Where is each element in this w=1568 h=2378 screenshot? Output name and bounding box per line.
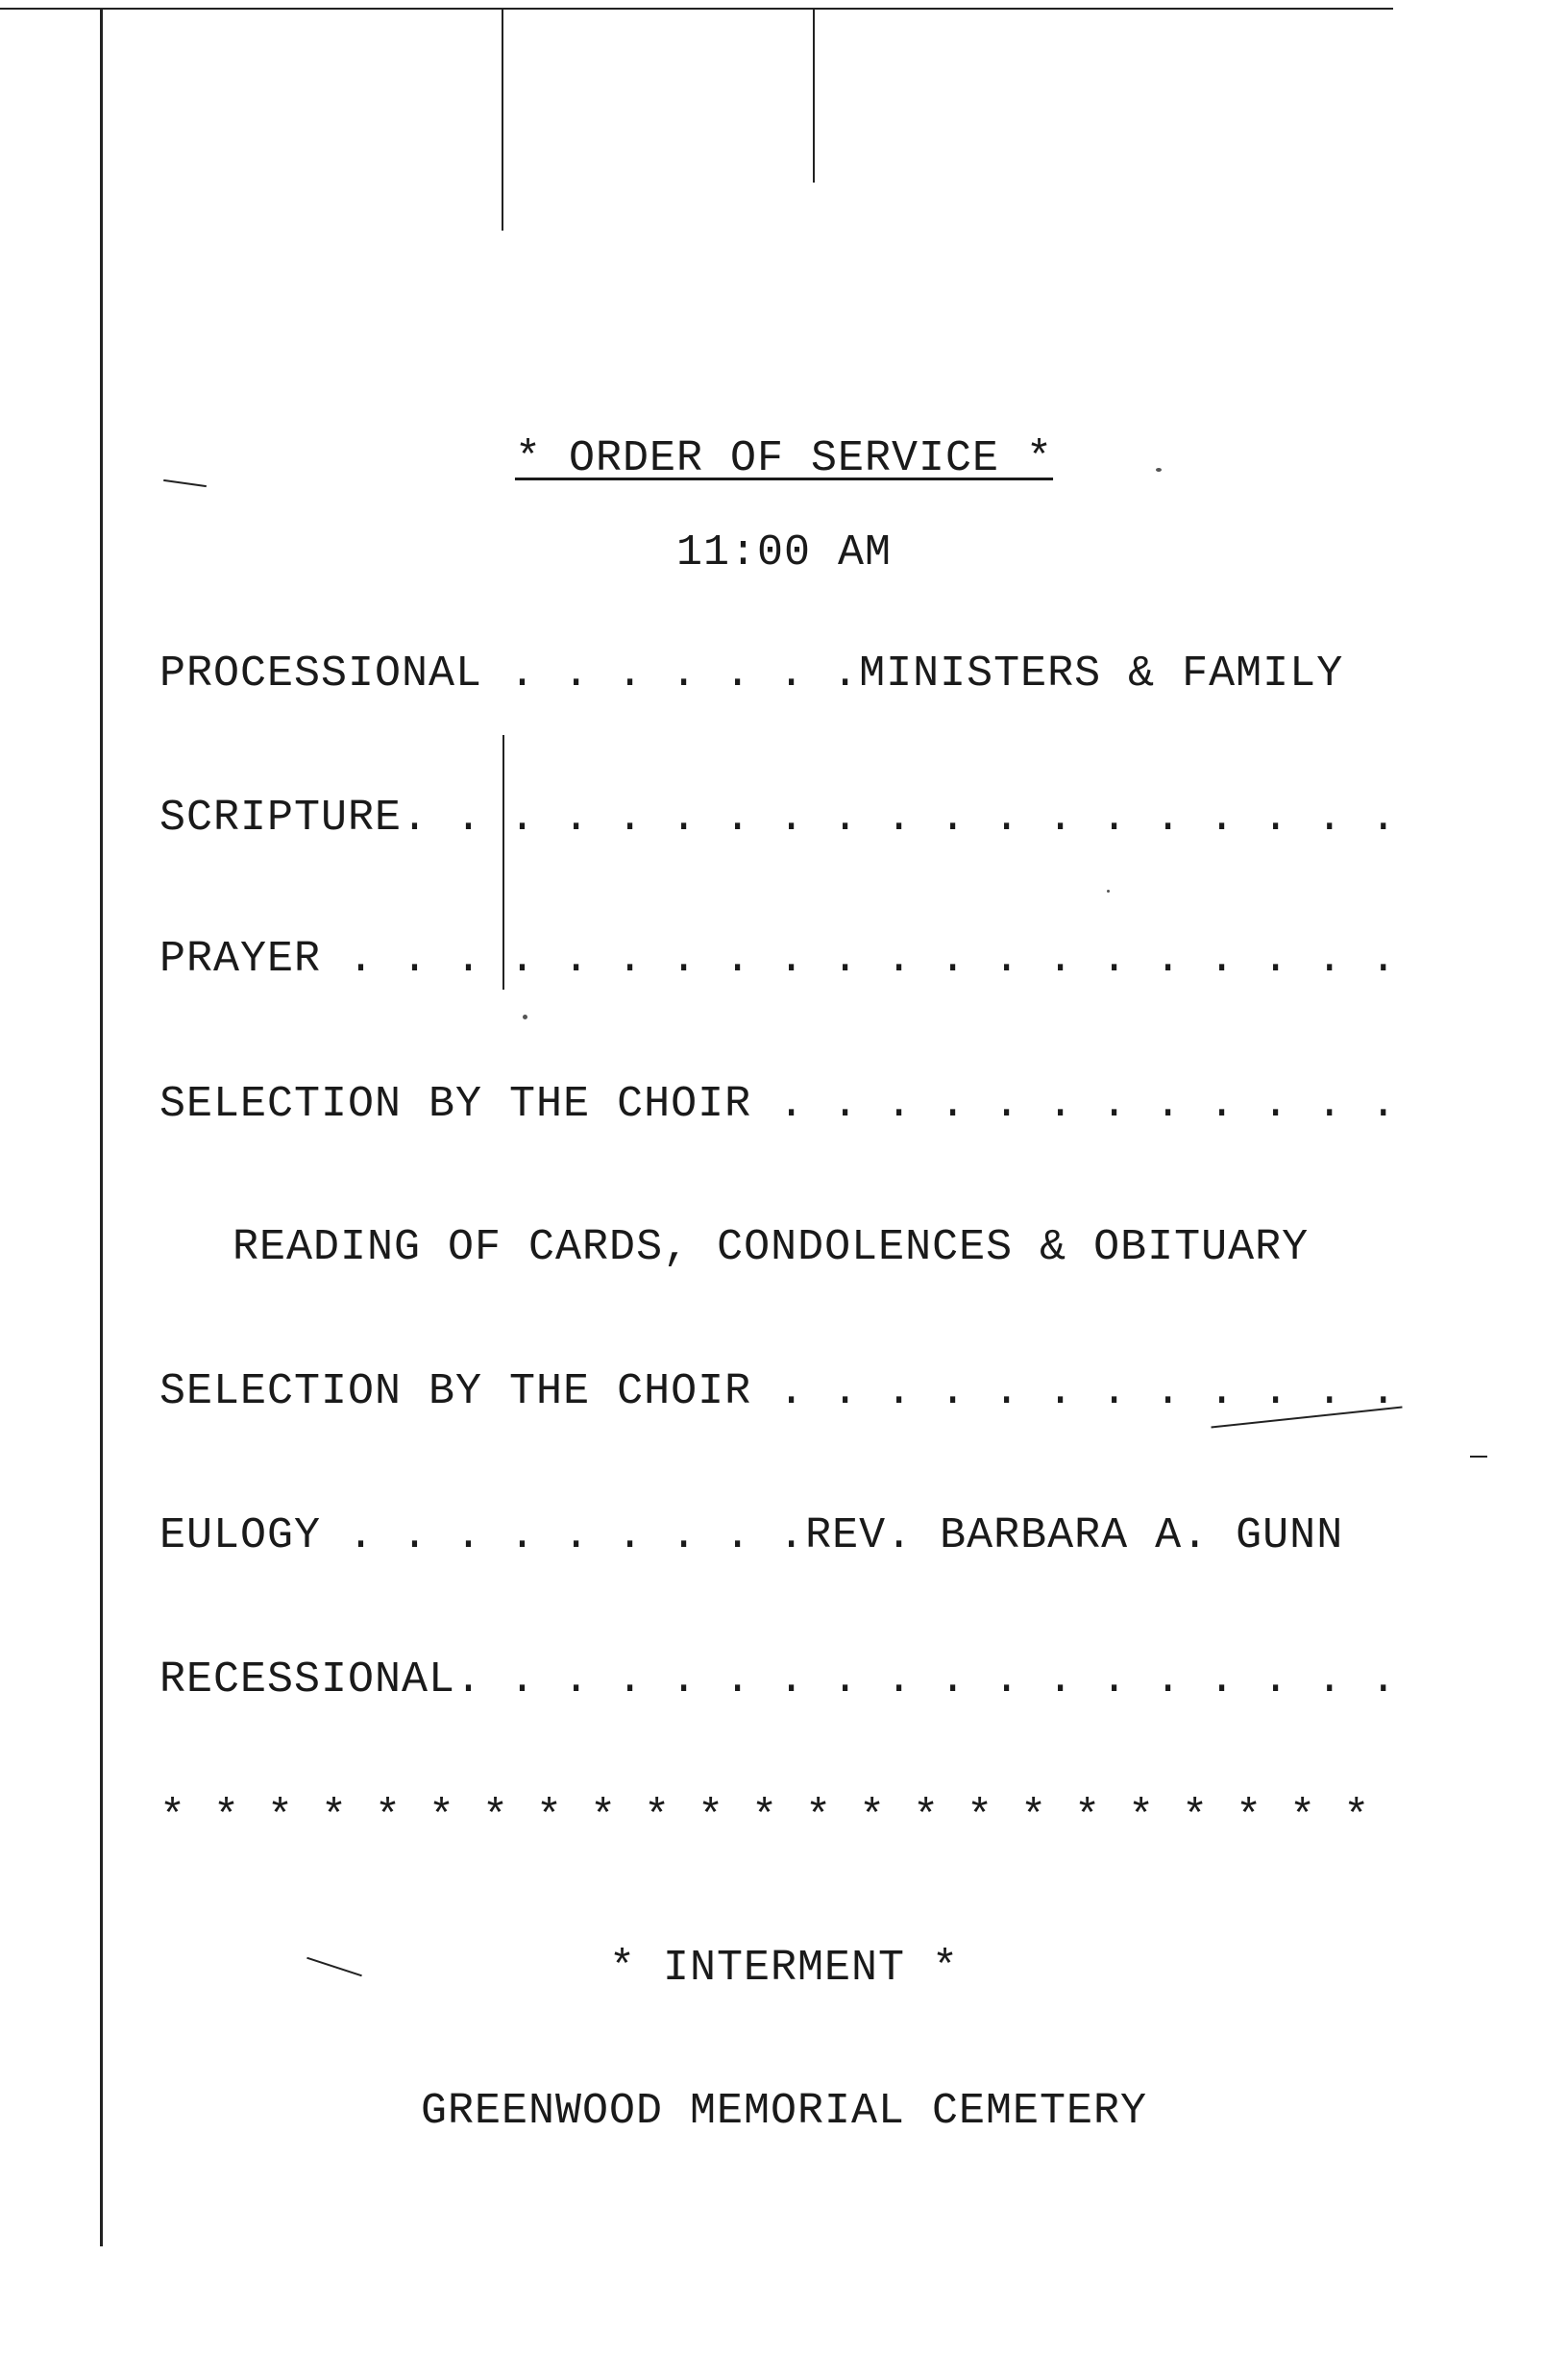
service-time: 11:00 AM: [675, 528, 893, 577]
program-item-reading-obituary: READING OF CARDS, CONDOLENCES & OBITUARY: [233, 1223, 1310, 1272]
cemetery-name: GREENWOOD MEMORIAL CEMETERY: [420, 2087, 1148, 2136]
scan-fold-mark-2: [813, 10, 815, 183]
program-item-recessional: RECESSIONAL. . . . . . . . . . . . . . . . . .: [159, 1655, 1398, 1704]
interment-title: * INTERMENT *: [608, 1944, 960, 1993]
program-item-prayer: PRAYER . . . . . . . . . . . . . . . . . . . .: [159, 935, 1398, 984]
program-item-choir-selection-2: SELECTION BY THE CHOIR . . . . . . . . . . . .: [159, 1367, 1398, 1416]
order-of-service-title: * ORDER OF SERVICE *: [514, 434, 1054, 483]
program-item-eulogy: EULOGY . . . . . . . . .REV. BARBARA A. GUNN: [159, 1511, 1344, 1560]
scan-left-margin-line: [100, 8, 103, 2246]
scan-speck: [523, 1015, 527, 1019]
asterisk-divider: * * * * * * * * * * * * * * * * * * * * * * *: [159, 1793, 1371, 1842]
program-item-processional: PROCESSIONAL . . . . . . .MINISTERS & FAMILY: [159, 650, 1344, 699]
program-item-scripture: SCRIPTURE. . . . . . . . . . . . . . . . . . .: [159, 794, 1398, 843]
scan-speck: [1107, 890, 1110, 893]
scan-stroke-d: [1470, 1456, 1487, 1458]
program-item-choir-selection-1: SELECTION BY THE CHOIR . . . . . . . . . . . .: [159, 1080, 1398, 1129]
scan-top-border: [0, 8, 1393, 10]
scan-fold-mark-1: [502, 10, 503, 231]
